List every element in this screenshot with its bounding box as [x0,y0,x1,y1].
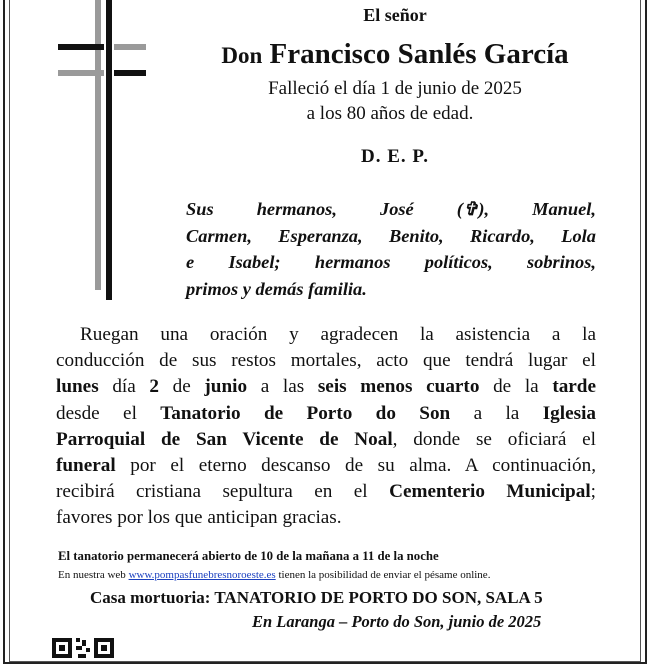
cemetery-name: Cementerio Municipal [389,481,591,503]
body-line: desde el Tanatorio de Porto do Son a la Iglesia [56,402,596,424]
ceremony-paragraph [56,322,596,532]
deceased-full-name: Francisco Sanlés García [269,38,569,70]
body-line: Parroquial de San Vicente de Noal, donde se oficiará el [56,428,596,450]
qr-code-icon [52,632,122,662]
intro-text: El señor [363,5,427,25]
body-line: favores por los que anticipan gracias. [56,507,342,529]
death-date: Falleció el día 1 de junio de 2025 [268,78,522,99]
cross-icon [50,0,150,300]
age-line: a los 80 años de edad. [306,103,474,124]
body-line: recibirá cristiana sepultura en el Cementerio Municipal; [56,481,596,503]
family-line: e Isabel; hermanos políticos, sobrinos, [186,252,596,272]
church-text: Iglesia [542,402,596,424]
place-date: En Laranga – Porto do Son, junio de 2025 [252,612,542,631]
body-line: lunes día 2 de junio a las seis menos cuarto de la tarde [56,376,596,398]
tanatorio-hours: El tanatorio permanecerá abierto de 10 de la mañana a 11 de la noche [58,549,439,563]
date-number: 2 [149,376,159,398]
funeral-text: funeral [56,455,116,477]
family-line: Sus hermanos, José (✞), Manuel, [186,199,596,219]
family-list [186,196,596,302]
family-line: primos y demás familia. [186,278,367,299]
day-text: lunes [56,376,99,398]
family-line: Carmen, Esperanza, Benito, Ricardo, Lola [186,225,596,246]
church-name: Parroquial de San Vicente de Noal [56,428,393,450]
body-line: conducción de sus restos mortales, acto que tendrá lugar el [56,350,596,372]
body-line: funeral por el eterno descanso de su alma. A continuación, [56,455,596,477]
name-prefix: Don [221,43,263,68]
body-line: Ruegan una oración y agradecen la asistencia a la [80,324,596,345]
website-link[interactable]: www.pompasfunebresnoroeste.es [128,569,276,581]
dep-text: D. E. P. [360,146,429,167]
tanatorio-name: Tanatorio de Porto do Son [160,402,451,424]
web-note: En nuestra web www.pompasfunebresnoroeste.es tienen la posibilidad de enviar el pésame online. [58,569,491,581]
period-text: tarde [552,376,596,398]
time-text: seis menos cuarto [317,376,480,398]
month-text: junio [204,376,248,398]
deceased-name [160,38,630,71]
casa-mortuoria: Casa mortuoria: TANATORIO DE PORTO DO SON, SALA 5 [90,588,543,607]
